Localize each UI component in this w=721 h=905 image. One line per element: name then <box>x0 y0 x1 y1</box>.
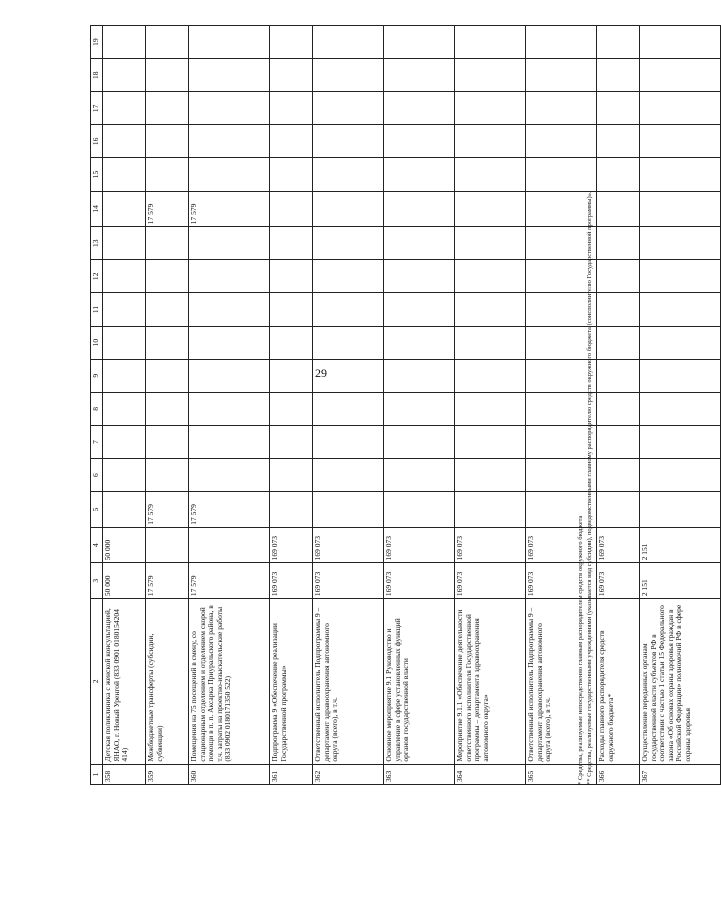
column-header: 6 <box>91 459 103 492</box>
column-header: 4 <box>91 527 103 563</box>
value-cell <box>384 191 455 227</box>
value-cell <box>313 492 384 528</box>
value-cell <box>640 227 721 260</box>
row-name-cell: Помещения на 75 посещений в смену, со стационарным отделением и отделением скорой помощи в п. п. Аксарка Приуральского района, в т.ч. затраты на проектно-изыскательские работы (833 0902 0180171350 522) <box>189 599 270 765</box>
value-cell <box>384 359 455 392</box>
value-cell <box>597 260 640 293</box>
value-cell: 169 073 <box>313 527 384 563</box>
column-header: 12 <box>91 260 103 293</box>
value-cell: 169 073 <box>270 527 313 563</box>
value-cell <box>313 125 384 158</box>
value-cell <box>103 359 146 392</box>
row-number-cell: 363 <box>384 764 455 784</box>
value-cell <box>313 260 384 293</box>
row-name-cell: Межбюджетные трансферты (субсидии, субвенции) <box>146 599 189 765</box>
column-header: 14 <box>91 191 103 227</box>
value-cell <box>455 26 526 59</box>
value-cell <box>103 492 146 528</box>
value-cell <box>455 392 526 425</box>
value-cell: 169 073 <box>384 527 455 563</box>
value-cell <box>146 359 189 392</box>
table-row <box>146 26 189 785</box>
value-cell: 2 151 <box>640 563 721 599</box>
value-cell <box>146 326 189 359</box>
value-cell: 17 579 <box>189 563 270 599</box>
value-cell <box>313 59 384 92</box>
value-cell <box>189 527 270 563</box>
value-cell <box>384 392 455 425</box>
value-cell <box>189 26 270 59</box>
value-cell <box>313 425 384 458</box>
value-cell <box>146 158 189 191</box>
row-number-cell: 366 <box>597 764 640 784</box>
row-number-cell: 359 <box>146 764 189 784</box>
value-cell <box>640 59 721 92</box>
value-cell <box>384 59 455 92</box>
column-header: 2 <box>91 599 103 765</box>
row-name-cell: Расходы главного распорядителя средств окружного бюджета* <box>597 599 640 765</box>
row-number-cell: 360 <box>189 764 270 784</box>
value-cell <box>270 326 313 359</box>
row-number-cell: 367 <box>640 764 721 784</box>
table-row <box>640 26 721 785</box>
value-cell <box>384 492 455 528</box>
value-cell <box>384 326 455 359</box>
value-cell <box>146 92 189 125</box>
value-cell <box>455 326 526 359</box>
row-number-cell: 361 <box>270 764 313 784</box>
value-cell <box>103 92 146 125</box>
value-cell <box>103 260 146 293</box>
value-cell <box>313 293 384 326</box>
value-cell <box>455 293 526 326</box>
value-cell <box>313 359 384 392</box>
value-cell <box>146 227 189 260</box>
table-row <box>313 26 384 785</box>
value-cell <box>640 425 721 458</box>
table-row <box>455 26 526 785</box>
value-cell <box>455 459 526 492</box>
value-cell <box>455 425 526 458</box>
value-cell <box>270 260 313 293</box>
column-header: 10 <box>91 326 103 359</box>
value-cell <box>189 227 270 260</box>
row-name-cell: Основное мероприятие 9.1 Руководство и управление в сфере установленных функций органов государственной власти <box>384 599 455 765</box>
value-cell <box>146 527 189 563</box>
table-row <box>189 26 270 785</box>
value-cell <box>189 158 270 191</box>
value-cell <box>597 359 640 392</box>
value-cell <box>640 359 721 392</box>
value-cell: 17 579 <box>146 563 189 599</box>
value-cell <box>640 392 721 425</box>
column-header: 18 <box>91 59 103 92</box>
value-cell <box>313 191 384 227</box>
value-cell <box>270 158 313 191</box>
value-cell <box>103 59 146 92</box>
value-cell <box>270 392 313 425</box>
value-cell <box>597 158 640 191</box>
value-cell <box>270 293 313 326</box>
value-cell <box>189 125 270 158</box>
value-cell <box>146 392 189 425</box>
value-cell: 50 000 <box>103 527 146 563</box>
column-header: 13 <box>91 227 103 260</box>
value-cell <box>146 59 189 92</box>
row-number-cell: 364 <box>455 764 526 784</box>
column-header: 16 <box>91 125 103 158</box>
table-row <box>597 26 640 785</box>
value-cell <box>146 26 189 59</box>
value-cell <box>597 326 640 359</box>
value-cell <box>189 359 270 392</box>
value-cell <box>270 359 313 392</box>
value-cell <box>313 227 384 260</box>
value-cell <box>189 392 270 425</box>
row-name-cell: Детская поликлиника с женской консультацией, ЯНАО, г. Новый Уренгой (833 0901 0180154204 414) <box>103 599 146 765</box>
value-cell <box>146 459 189 492</box>
value-cell <box>640 191 721 227</box>
value-cell <box>597 191 640 227</box>
page-number: 29 <box>315 366 327 380</box>
value-cell: 17 579 <box>146 191 189 227</box>
value-cell <box>455 125 526 158</box>
value-cell <box>640 293 721 326</box>
value-cell <box>597 92 640 125</box>
value-cell <box>189 459 270 492</box>
column-header: 17 <box>91 92 103 125</box>
value-cell <box>640 125 721 158</box>
value-cell <box>270 59 313 92</box>
row-name-cell: Ответственный исполнитель Подпрограммы 9 – департамент здравоохранения автономного округа (всего), в т.ч. <box>313 599 384 765</box>
column-header: 15 <box>91 158 103 191</box>
row-number-cell: 365 <box>526 764 597 784</box>
value-cell <box>189 59 270 92</box>
footnote: * Средства, реализуемые непосредственно главным распорядителем средств окружного бюджета <box>577 515 584 785</box>
table-row <box>270 26 313 785</box>
value-cell: 169 073 <box>455 527 526 563</box>
value-cell <box>103 191 146 227</box>
value-cell <box>189 425 270 458</box>
value-cell <box>455 59 526 92</box>
value-cell <box>313 459 384 492</box>
value-cell <box>384 26 455 59</box>
value-cell <box>146 260 189 293</box>
value-cell <box>597 392 640 425</box>
value-cell <box>597 125 640 158</box>
value-cell <box>597 227 640 260</box>
row-number-cell: 358 <box>103 764 146 784</box>
value-cell: 17 579 <box>146 492 189 528</box>
value-cell <box>189 92 270 125</box>
table-row <box>103 26 146 785</box>
value-cell <box>313 26 384 59</box>
value-cell: 169 073 <box>597 563 640 599</box>
value-cell <box>455 92 526 125</box>
column-header: 9 <box>91 359 103 392</box>
header-row <box>91 26 103 785</box>
value-cell <box>103 125 146 158</box>
value-cell <box>640 459 721 492</box>
value-cell <box>313 92 384 125</box>
value-cell <box>597 293 640 326</box>
footnote: ** Средства, реализуемые государственными учреждениями (указывается вид субсидии), подведомственными главному распорядителю средств окружного бюджета (соисполнителю Государственной программы)». <box>586 191 593 785</box>
value-cell <box>384 459 455 492</box>
value-cell <box>103 425 146 458</box>
column-header: 11 <box>91 293 103 326</box>
value-cell <box>189 293 270 326</box>
value-cell <box>103 293 146 326</box>
value-cell: 17 579 <box>189 492 270 528</box>
value-cell <box>455 191 526 227</box>
value-cell <box>146 425 189 458</box>
value-cell <box>455 227 526 260</box>
value-cell <box>640 26 721 59</box>
value-cell: 17 579 <box>189 191 270 227</box>
value-cell <box>270 26 313 59</box>
value-cell <box>597 59 640 92</box>
rotated-table-block <box>90 25 692 785</box>
value-cell <box>640 92 721 125</box>
column-header: 1 <box>91 764 103 784</box>
value-cell <box>103 392 146 425</box>
value-cell <box>270 425 313 458</box>
value-cell <box>103 158 146 191</box>
value-cell <box>384 158 455 191</box>
value-cell <box>597 425 640 458</box>
value-cell <box>270 125 313 158</box>
value-cell: 169 073 <box>455 563 526 599</box>
value-cell <box>455 492 526 528</box>
value-cell <box>313 392 384 425</box>
value-cell <box>189 260 270 293</box>
value-cell <box>384 92 455 125</box>
value-cell <box>313 326 384 359</box>
value-cell <box>455 158 526 191</box>
value-cell <box>270 492 313 528</box>
row-name-cell: Осуществление переданных органам государственной власти субъектов РФ в соответствии с частью 1 статьи 15 Федерального закона «Об основах охраны здоровья граждан в Российской Федерации» полномочий РФ в сфере охраны здоровья <box>640 599 721 765</box>
value-cell <box>270 191 313 227</box>
footnotes <box>576 25 594 785</box>
value-cell <box>103 26 146 59</box>
budget-table <box>90 25 721 785</box>
value-cell <box>597 459 640 492</box>
value-cell <box>455 260 526 293</box>
value-cell <box>640 492 721 528</box>
value-cell <box>455 359 526 392</box>
value-cell <box>270 92 313 125</box>
value-cell <box>146 125 189 158</box>
value-cell <box>384 425 455 458</box>
row-number-cell: 362 <box>313 764 384 784</box>
value-cell <box>270 227 313 260</box>
row-name-cell: Ответственный исполнитель Подпрограммы 9 – департамент здравоохранения автономного округа (всего), в т.ч. <box>526 599 597 765</box>
column-header: 5 <box>91 492 103 528</box>
value-cell <box>640 326 721 359</box>
column-header: 19 <box>91 26 103 59</box>
value-cell <box>640 158 721 191</box>
value-cell: 50 000 <box>103 563 146 599</box>
value-cell: 169 073 <box>384 563 455 599</box>
row-name-cell: Мероприятие 9.1.1 «Обеспечение деятельности ответственного исполнителя Государственной программы – департамента здравоохранения автономного округа» <box>455 599 526 765</box>
table-row <box>384 26 455 785</box>
value-cell <box>103 459 146 492</box>
value-cell: 169 073 <box>270 563 313 599</box>
value-cell <box>384 260 455 293</box>
column-header: 3 <box>91 563 103 599</box>
value-cell <box>597 26 640 59</box>
row-name-cell: Подпрограмма 9 «Обеспечение реализации Государственной программы» <box>270 599 313 765</box>
value-cell <box>313 158 384 191</box>
value-cell: 169 073 <box>597 527 640 563</box>
value-cell <box>384 293 455 326</box>
value-cell <box>103 326 146 359</box>
value-cell <box>640 260 721 293</box>
value-cell <box>384 227 455 260</box>
value-cell <box>189 326 270 359</box>
value-cell <box>270 459 313 492</box>
value-cell <box>384 125 455 158</box>
value-cell: 169 073 <box>526 563 597 599</box>
value-cell: 169 073 <box>526 527 597 563</box>
table-body <box>103 26 721 785</box>
value-cell <box>146 293 189 326</box>
value-cell: 169 073 <box>313 563 384 599</box>
value-cell <box>103 227 146 260</box>
value-cell: 2 151 <box>640 527 721 563</box>
column-header: 8 <box>91 392 103 425</box>
column-header: 7 <box>91 425 103 458</box>
value-cell <box>597 492 640 528</box>
